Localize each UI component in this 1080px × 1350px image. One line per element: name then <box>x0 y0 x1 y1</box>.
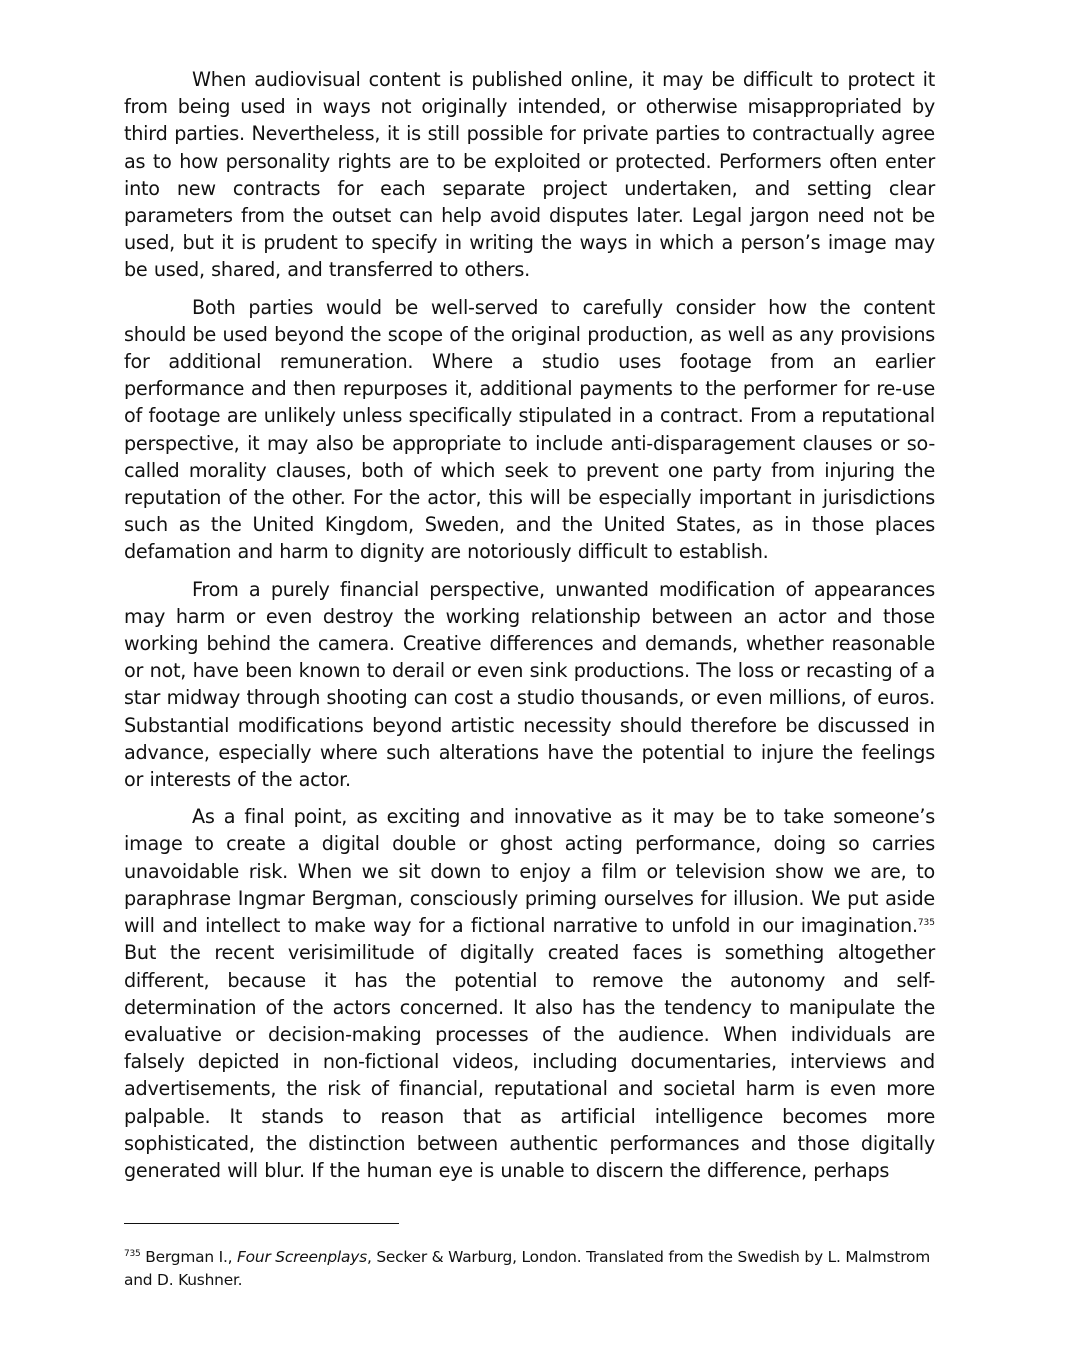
footnote <box>124 1246 935 1291</box>
footnote-details: , Secker & Warburg, London. Translated from the Swedish by L. Malmstrom and D. Kushner. <box>124 1248 930 1289</box>
paragraph-4-text-before-ref: As a final point, as exciting and innovative as it may be to take someone’s image to create a digital double or ghost acting performance, doing so carries unavoidable risk. When we sit down to enjoy a film or television show we are, to paraphrase Ingmar Bergman, consciously priming ourselves for illusion. We put aside will and intellect to make way for a fictional narrative to unfold in our imagination. <box>124 805 935 938</box>
footnote-number: 735 <box>124 1249 141 1259</box>
footnote-reference: 735 <box>917 918 935 929</box>
footnote-author: Bergman I., <box>140 1248 238 1266</box>
paragraph-2: Both parties would be well-served to carefully consider how the content should be used beyond the scope of the original production, as well as any provisions for additional remuneration. Where a studio uses footage from an earlier performance and then repurposes it, additional payments to the performer for re-use of footage are unlikely unless specifically stipulated in a contract. From a reputational perspective, it may also be appropriate to include anti-disparagement clauses or so-called morality clauses, both of which seek to prevent one party from injuring the reputation of the other. For the actor, this will be especially important in jurisdictions such as the United Kingdom, Sweden, and the United States, as in those places defamation and harm to dignity are notoriously difficult to establish. <box>124 295 935 564</box>
paragraph-4-text-after-ref: But the recent verisimilitude of digitally created faces is something altogether different, because it has the potential to remove the autonomy and self-determination of the actors concerned. It also has the tendency to manipulate the evaluative or decision-making processes of the audience. When individuals are falsely depicted in non-fictional videos, including documentaries, interviews and advertisements, the risk of financial, reputational and societal harm is even more palpable. It stands to reason that as artificial intelligence becomes more sophisticated, the distinction between authentic performances and those digitally generated will blur. If the human eye is unable to discern the difference, perhaps <box>124 941 935 1182</box>
paragraph-1: When audiovisual content is published online, it may be difficult to protect it from being used in ways not originally intended, or otherwise misappropriated by third parties. Nevertheless, it is still possible for private parties to contractually agree as to how personality rights are to be exploited or protected. Performers often enter into new contracts for each separate project undertaken, and setting clear parameters from the outset can help avoid disputes later. Legal jargon need not be used, but it is prudent to specify in writing the ways in which a person’s image may be used, shared, and transferred to others. <box>124 68 935 282</box>
page-body <box>124 66 935 1194</box>
footnote-separator <box>124 1223 399 1224</box>
footnote-title: Four Screenplays <box>237 1248 367 1266</box>
paragraph-3: From a purely financial perspective, unwanted modification of appearances may harm or even destroy the working relationship between an actor and those working behind the camera. Creative differences and demands, whether reasonable or not, have been known to derail or even sink productions. The loss or recasting of a star midway through shooting can cost a studio thousands, or even millions, of euros. Substantial modifications beyond artistic necessity should therefore be discussed in advance, especially where such alterations have the potential to injure the feelings or interests of the actor. <box>124 577 935 792</box>
paragraph-4 <box>124 803 935 1184</box>
